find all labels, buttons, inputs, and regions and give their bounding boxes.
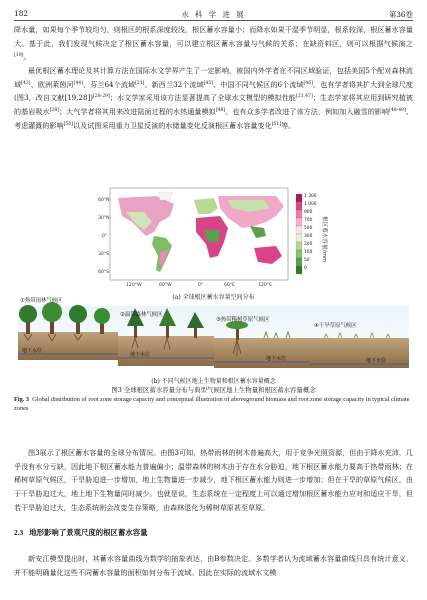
legend-tick-label: 1 300: [304, 194, 317, 199]
legend-tick-label: 100: [304, 250, 313, 255]
figure-caption-zh: 图3 全球根区蓄水容量分布与典型气候区地上生物量和根区蓄水容量概念: [111, 386, 316, 394]
legend-tick-label: 1 000: [304, 202, 317, 207]
citation: [48-49]: [389, 108, 406, 114]
zone-4-soil: [310, 338, 409, 368]
legend-swatch: [296, 242, 302, 250]
citation: [21,47]: [296, 94, 313, 100]
section-number: 2.3: [14, 528, 24, 537]
journal-title: 水 科 学 进 展: [181, 10, 246, 19]
lat-label: 60°S: [98, 270, 110, 275]
paragraph-2-text: ；大气学者将其用来改进陆面过程的水热通量模拟: [59, 107, 216, 117]
citation: [28]: [49, 108, 60, 114]
legend-swatch: [296, 210, 302, 218]
citation: [19]: [14, 53, 24, 59]
running-header: [14, 8, 413, 21]
lon-label: 120°E: [258, 283, 272, 288]
greenland: [158, 192, 172, 200]
paragraph-2-text: 、中国不同气候区的6个流域: [213, 79, 304, 89]
citation: [43]: [21, 80, 31, 86]
zone-4-illustration: [310, 333, 409, 368]
figure-caption-en-label: Fig. 3: [14, 396, 30, 403]
zone-1-soil: [18, 332, 118, 360]
zone-label: ②温带森林气候区: [120, 312, 163, 318]
paragraph-2-text: 。也有学者将其扩大到全球尺度(图3，改自文献[19,28]): [14, 79, 414, 103]
paragraph-2-text: ；生态学家将其应用到研究植被的基岩吸水: [14, 93, 413, 117]
citation: [51]: [271, 121, 282, 127]
citation: [48]: [215, 108, 226, 114]
paragraph-2-text: 、新西兰32个流域: [144, 79, 204, 89]
legend-tick-label: 500: [304, 226, 313, 231]
color-legend: [296, 193, 317, 274]
page-number: 182: [14, 9, 29, 18]
citation: [44]: [73, 80, 83, 86]
citation: [46]: [303, 80, 313, 86]
water-table-label: 地下水位: [266, 356, 287, 362]
volume-label: 第36卷: [388, 10, 413, 19]
citation: [50]: [63, 121, 74, 127]
legend-swatch: [296, 234, 302, 242]
legend-swatch: [296, 218, 302, 226]
lon-label: 0°: [198, 283, 204, 288]
lat-label: 30°S: [98, 252, 110, 257]
legend-tick-label: 0: [304, 266, 307, 271]
figure-3b-caption: (b) 不同气候区地上生物量和根区蓄水容量概念: [151, 378, 276, 385]
lat-label: 60°N: [98, 198, 110, 203]
water-table-label: 地下水位: [22, 348, 43, 354]
paragraph-2: [14, 64, 413, 133]
global-map: [98, 188, 288, 288]
section-title: 地形影响了景观尺度的根区蓄水容量: [29, 528, 148, 537]
figure-svg: [14, 186, 413, 382]
citation: [45]: [203, 80, 214, 86]
citation: [21]: [135, 80, 145, 86]
water-table-label: 地下水位: [366, 358, 387, 364]
citation: [28-29]: [93, 94, 110, 100]
tree-canopy: [69, 305, 87, 323]
paragraph-2-text: 、欧洲莱茵河: [30, 79, 74, 89]
zone-label: ①热带雨林气候区: [20, 298, 63, 304]
paragraph-1: [14, 23, 413, 64]
section-heading: [14, 527, 148, 538]
legend-swatch: [296, 226, 302, 234]
paragraph-2-text: ；水文学家采用该方法显著提高了全球水文模型的模拟性能: [109, 93, 297, 103]
figure-caption-en-text: Global distribution of root zone storage capacity and conceptual illustration of aboveground biomass and root zone storage capacity in typical climate zones: [14, 396, 410, 412]
figure-3: [14, 186, 413, 385]
legend-tick-label: 50: [304, 258, 310, 263]
legend-title: 根区蓄水容量/mm: [321, 216, 327, 263]
legend-swatch: [296, 266, 302, 274]
paragraph-1-text: 降水量，如果每个季节较均匀，则根区的根系深度较浅，根区蓄水容量小；而降水如果干湿季节明显，根系较深，根区蓄水容量大。基于此，我们发现气候决定了根区蓄水容量，可以建立根区蓄水容量与气候的关系；在缺资料区，则可以根据气候演之: [14, 25, 413, 48]
tree-canopy: [19, 305, 37, 323]
paragraph-2-text: 等。: [281, 120, 296, 130]
paragraph-2-text: 以及试图采用重力卫星反演的水储量变化反演根区蓄水容量变化: [73, 120, 272, 130]
legend-tick-label: 900: [304, 210, 313, 215]
zone-label: ③热带稀树草原气候区: [216, 317, 270, 323]
lat-label: 30°N: [98, 216, 110, 221]
legend-swatch: [296, 202, 302, 210]
legend-tick-label: 200: [304, 242, 313, 247]
lon-label: 60°W: [159, 283, 172, 288]
legend-tick-label: 300: [304, 234, 313, 239]
legend-tick-label: 700: [304, 218, 313, 223]
figure-caption-en: [14, 395, 413, 413]
legend-swatch: [296, 258, 302, 266]
concept-panel: [18, 296, 409, 370]
figure-3a-caption: (a) 全球根区蓄水容量空间分布: [172, 294, 255, 301]
paragraph-2-text: 。也有众多学者改进了该方法，例如加入融雪的影响: [225, 107, 390, 117]
paragraph-1-end: 。: [23, 52, 31, 62]
paragraph-2-text: 、考虑灌溉的影响: [14, 107, 414, 130]
tree-canopy: [94, 308, 110, 324]
paragraph-4: 新安江模型提出时，其蓄水容量曲线为数学的抽象表达，由B参数决定。多数学者认为流域蓄水容量曲线只具有统计意义，并不能明确量化这些不同蓄水容量的面积如何分布于流域。因此在实际的流域水文模: [14, 554, 413, 577]
lat-label: 0°: [102, 234, 108, 239]
zone-3-soil: [214, 338, 310, 368]
paragraph-2-text: 最优根区蓄水理论及其计算方法在国际水文学界产生了一定影响，被国内外学者在不同区域验证，包括美国5个配对森林流域: [14, 66, 413, 89]
legend-swatch: [296, 194, 302, 202]
paragraph-2-text: 、芬兰64个流域: [82, 79, 136, 89]
water-table-label: 地下水位: [130, 352, 151, 358]
lon-label: 120°W: [126, 283, 142, 288]
paragraph-3: 图3展示了根区蓄水容量的全球分布情况。由图3可知，热带雨林的树木普遍高大，用于竞争光照资源，但由于降水充沛，几乎没有水分亏缺，因此地下根区蓄水能力普遍偏小；温带森林的树木由于存在水分胁迫，地下根区蓄水能力要高于热带雨林；在稀树草原气候区，干旱胁迫进一步增加，地上生物量进一步减少，地下根区蓄水能力则进一步增加；但在干旱的草原气候区，由于干旱胁迫过大，地上地下生物量同时减少。也就是说，生态系统在一定程度上可以通过增加根区蓄水能力应对和适应干旱，但若干旱胁迫过大，生态系统则会改变生存策略，由森林退化为稀树草原甚至草原。: [14, 448, 413, 512]
tree-canopy: [42, 302, 62, 322]
zone-label: ④干旱草原气候区: [314, 323, 357, 329]
legend-swatch: [296, 250, 302, 258]
lon-label: 60°E: [224, 283, 236, 288]
